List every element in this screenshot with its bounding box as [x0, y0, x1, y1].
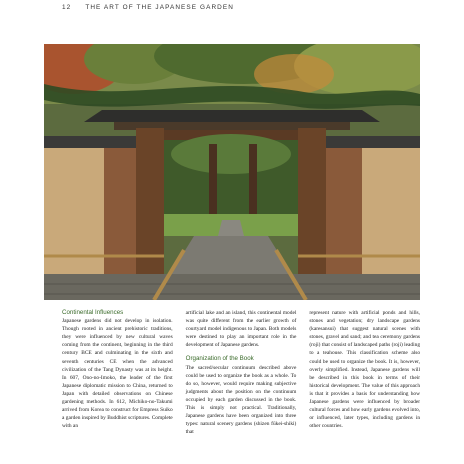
heading-organization-of-the-book: Organization of the Book [185, 355, 254, 363]
text-column-1 [62, 309, 173, 436]
heading-continental-influences: Continental Influences [62, 309, 124, 316]
page-number: 12 [62, 3, 72, 11]
paragraph-col2-bottom: The sacred/secular continuum described above could be used to organize the book as a whole. To do so, however, would require making subjective judgments about the position on the continuum occupied by each garden discussed in the book. This is simply not practical. Traditionally, Japanese gardens have been organized into three types: natural scenery gardens (shizen fūkei-shiki) that [185, 364, 297, 436]
body-text-columns [62, 309, 420, 436]
paragraph-col1: Japanese gardens did not develop in isolation. Though rooted in ancient prehistoric traditions, they were influenced by new cultural waves coming from the continent, beginning in the third century BCE and culminating in the sixth and seventh centuries CE when the advanced civilization of the Tang Dynasty was at its height. In 607, Ono-no-Imoko, the leader of the first Japanese diplomatic mission to China, returned to Japan with detailed observations on Chinese gardening methods. In 612, Michiko-no-Takumi arrived from Korea to construct for Empress Suiko a garden inspired by Buddhist scriptures. Complete with an [62, 318, 173, 430]
photo-illustration [44, 44, 420, 300]
running-header [62, 0, 234, 14]
running-title: THE ART OF THE JAPANESE GARDEN [85, 3, 234, 11]
text-column-2 [186, 309, 297, 436]
paragraph-col3: represent nature with artificial ponds and hills, stones and vegetation; dry landscape gardens (karesansui) that suggest natural scenes with stones, gravel and sand; and tea ceremony gardens (roji) that consist of landscaped paths (roji) leading to a teahouse. This classification scheme also could be used to organize the book. It is, however, overly simplified. Instead, Japanese gardens will be described in this book in terms of their historical development. The value of this approach is that it provides a basis for understanding how Japanese gardens were influenced by broader cultural forces and how early gardens evolved into, or influenced, later types, including gardens in other countries. [309, 310, 421, 430]
garden-gate-photo [44, 44, 420, 300]
paragraph-col2-top: artificial lake and an island, this continental model was quite different from the earlier growth of courtyard model indigenous to Japan. Both models were destined to play an important role in the development of Japanese gardens. [185, 310, 297, 349]
text-column-3 [309, 309, 420, 436]
